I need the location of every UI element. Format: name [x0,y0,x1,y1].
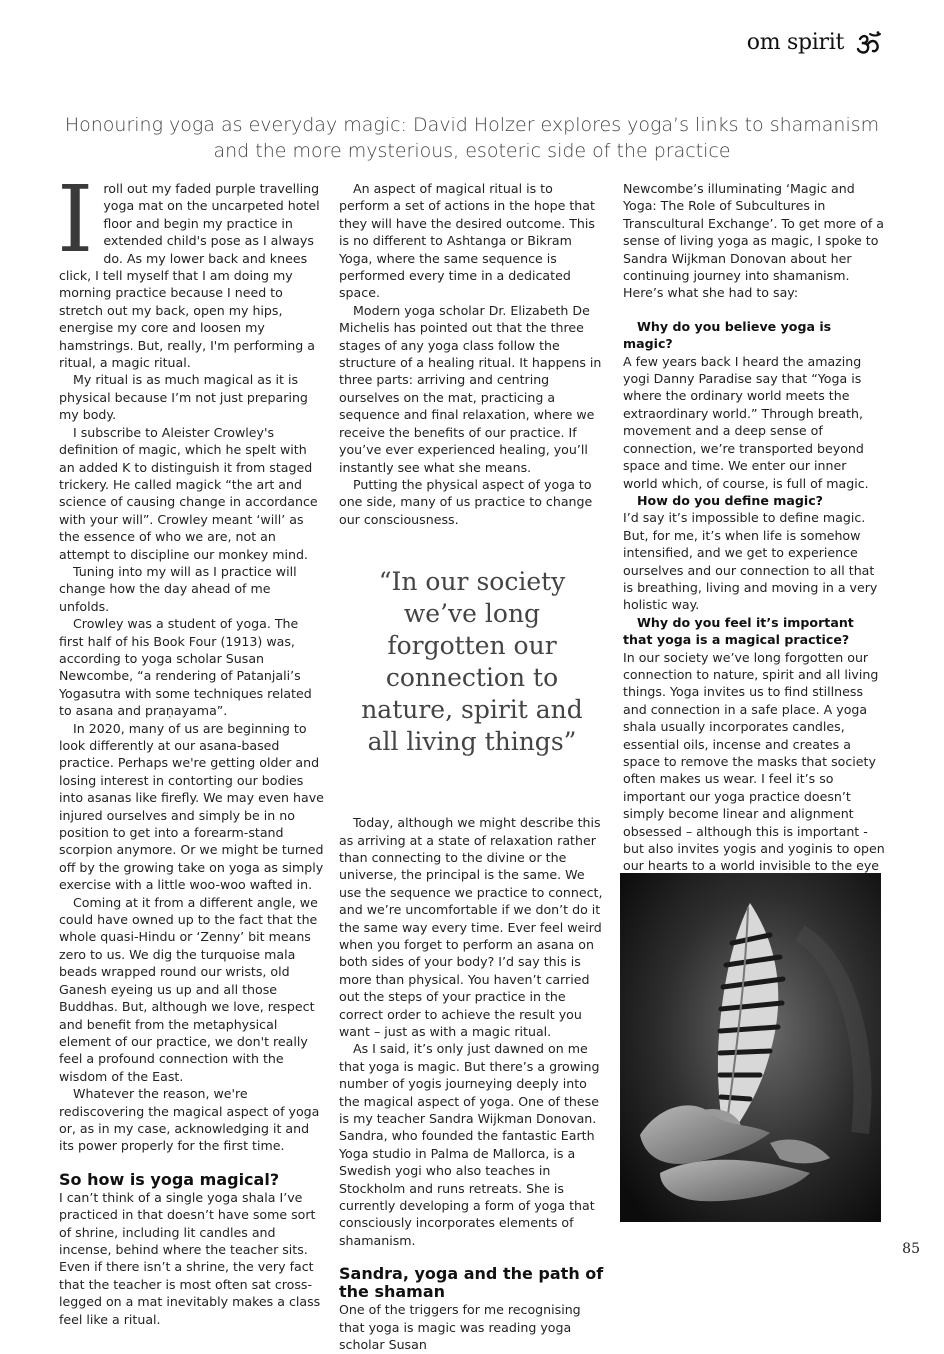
paragraph: I can’t think of a single yoga shala I’ve practiced in that doesn’t have some sort of shrine, including lit candles and incense, behind where the teacher sits. Even if there isn’t a shrine, the very fact that the teacher is most often sat cross-legged on a mat inevitably makes a class feel like a ritual. [59,1189,321,1327]
paragraph: Crowley was a student of yoga. The first half of his Book Four (1913) was, according to yoga scholar Susan Newcombe, “a rendering of Patanjali’s Yogasutra with some techniques related to asana and praṇayama”. [59,616,312,719]
paragraph: Putting the physical aspect of yoga to one side, many of us practice to change our consciousness. [339,476,593,527]
subheading: So how is yoga magical? [59,1169,280,1189]
interview-answer: I’d say it’s impossible to define magic. But, for me, it’s when life is somehow intensified, and we get to experience ourselves and our connection to all that is breathing, living and moving in a very holistic way. [623,510,878,613]
feather-in-hands-photo [620,873,881,1222]
paragraph: As I said, it’s only just dawned on me that yoga is magic. But there’s a growing number of yogis journeying deeply into the magical aspect of yoga. One of these is my teacher Sandra Wijkman Donovan. Sandra, who founded the fantastic Earth Yoga studio in Palma de Mallorca, is a Swedish yogi who also teaches in Stockholm and runs retreats. She is currently developing a form of yoga that consciously incorporates elements of shamanism. [339,1041,600,1248]
paragraph: Whatever the reason, we're rediscovering the magical aspect of yoga or, as in my case, acknowledging it and its power properly for the first time. [59,1086,320,1154]
paragraph: Tuning into my will as I practice will change how the day ahead of me unfolds. [59,563,297,614]
interview-question: How do you define magic? [637,492,823,508]
section-title: om spirit [746,30,844,55]
paragraph: Coming at it from a different angle, we could have owned up to the fact that the whole quasi-Hindu or ‘Zenny’ bit means zero to us. We dig the turquoise mala beads wrapped round our wrists, old Ganesh eyeing us up and all those Buddhas. But, although we love, respect and benefit from the metaphysical element of our practice, we don't really feel a profound connection with the wisdom of the East. [59,894,318,1084]
interview-answer: A few years back I heard the amazing yogi Danny Paradise say that “Yoga is where the ordinary world meets the extraordinary world.” Through breath, movement and a deep sense of connection, we’re transported beyond space and time. We enter our inner world which, of course, is full of magic. [623,353,869,491]
paragraph: roll out my faded purple travelling yoga mat on the uncarpeted hotel floor and begin my practice in extended child's pose as I always do. As my lower back and knees click, I tell myself that I am doing my morning practice because I need to stretch out my back, open my hips, energise my core and loosen my hamstrings. But, really, I'm performing a ritual, a magic ritual. [59,181,320,371]
pull-quote: “In our society we’ve long forgotten our connection to nature, spirit and all living things” [361,567,583,757]
paragraph: Modern yoga scholar Dr. Elizabeth De Michelis has pointed out that the three stages of any yoga class follow the structure of a healing ritual. It happens in three parts: arriving and centring ourselves on the mat, practicing a sequence and final relaxation, where we receive the benefits of our practice. If you’ve ever experienced healing, you’ll instantly see what she means. [339,302,602,475]
paragraph: An aspect of magical ritual is to perform a set of actions in the hope that they will have the desired outcome. This is no different to Ashtanga or Bikram Yoga, where the same sequence is performed every time in a dedicated space. [339,181,595,301]
article-column-2 [339,180,605,1354]
article-column-3 [623,180,885,892]
interview-answer: In our society we’ve long forgotten our connection to nature, spirit and all living things. Yoga invites us to find stillness and connection in a safe place. A yoga shala usually incorporates candles, essential oils, incense and creates a space to remove the masks that society often makes us wear. I feel it’s so important our yoga practice doesn’t simply become linear and alignment obsessed – although this is important - but also invites yogis and yoginis to open our hearts to a world invisible to the eye [623,649,885,874]
paragraph: Today, although we might describe this as arriving at a state of relaxation rather than connecting to the divine or the universe, the principal is the same. We use the sequence we practice to connect, and we’re uncomfortable if we don’t do it the same way every time. Ever feel weird when you forget to perform an asana on both sides of your body? I’d say this is more than physical. You haven’t carried out the steps of your practice in the correct order to achieve the result you want – just as with a magic ritual. [339,815,603,1039]
paragraph: Newcombe’s illuminating ‘Magic and Yoga: The Role of Subcultures in Transcultural Exchange’. To get more of a sense of living yoga as magic, I spoke to Sandra Wijkman Donovan about her continuing journey into shamanism. Here’s what she had to say: [623,181,884,301]
section-header [747,30,882,55]
paragraph: In 2020, many of us are beginning to look differently at our asana-based practice. Perhaps we're getting older and losing interest in contorting our bodies into asanas like firefly. We may even have injured ourselves and simply be in no position to get into a forearm-stand scorpion anymore. Or we might be turned off by the growing take on yoga as simply exercise with a little woo-woo wafted in. [59,720,324,893]
subheading: Sandra, yoga and the path of the shaman [339,1264,604,1302]
article-standfirst: Honouring yoga as everyday magic: David Holzer explores yoga’s links to shamanism and the more mysterious, esoteric side of the practice [64,114,880,162]
article-column-1 [57,166,324,1328]
paragraph: I subscribe to Aleister Crowley's definition of magic, which he spelt with an added K to distinguish it from staged trickery. He called magick “the art and science of causing change in accordance with your will”. Crowley meant ‘will’ as the essence of who we are, not an attempt to discipline our monkey mind. [59,424,318,562]
paragraph: My ritual is as much magical as it is physical because I’m not just preparing my body. [59,372,308,423]
drop-cap: I [57,166,94,273]
interview-question: Why do you believe yoga is magic? [623,318,832,352]
om-symbol-icon [856,31,882,55]
page-number: 85 [902,1241,920,1257]
interview-question: Why do you feel it’s important that yoga is a magical practice? [623,614,854,648]
paragraph: One of the triggers for me recognising that yoga is magic was reading yoga scholar Susan [339,1302,581,1353]
